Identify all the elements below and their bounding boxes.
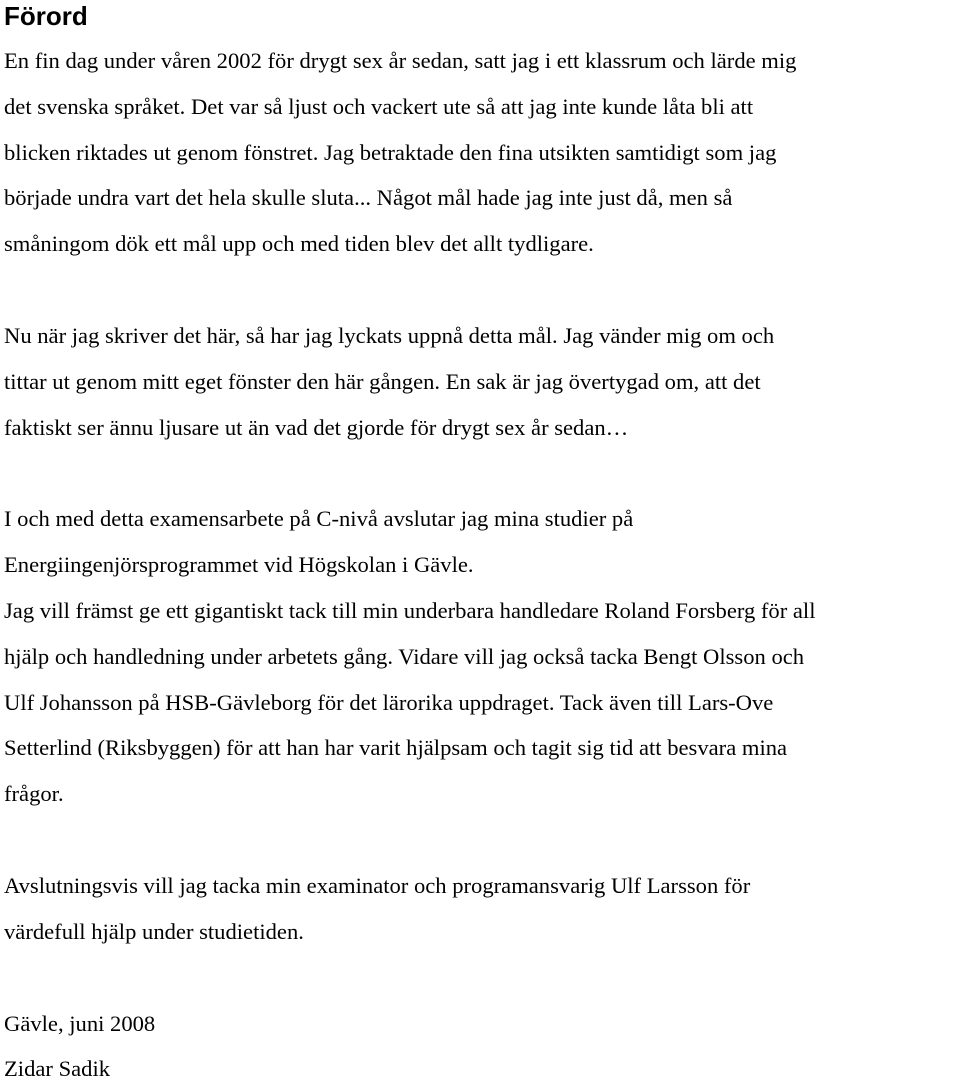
paragraph-intro <box>4 38 954 267</box>
text-line: Nu när jag skriver det här, så har jag lyckats uppnå detta mål. Jag vänder mig om och <box>4 322 775 348</box>
page-title: Förord <box>4 1 88 31</box>
paragraph-goal <box>4 313 954 450</box>
text-line: blicken riktades ut genom fönstret. Jag betraktade den fina utsikten samtidigt som jag <box>4 139 777 165</box>
text-line: Avslutningsvis vill jag tacka min examinator och programansvarig Ulf Larsson för <box>4 872 751 898</box>
paragraph-spacer <box>4 955 954 1001</box>
text-line: började undra vart det hela skulle sluta... Något mål hade jag inte just då, men så <box>4 185 733 211</box>
text-line: värdefull hjälp under studietiden. <box>4 918 304 944</box>
text-line: En fin dag under våren 2002 för drygt sex år sedan, satt jag i ett klassrum och lärde mig <box>4 48 797 73</box>
paragraph-thanks <box>4 588 954 817</box>
text-line: Jag vill främst ge ett gigantiskt tack till min underbara handledare Roland Forsberg för all <box>4 597 816 623</box>
signature-name: Zidar Sadik <box>4 1056 111 1082</box>
signature-block <box>4 1001 954 1092</box>
signature-place-date: Gävle, juni 2008 <box>4 1010 156 1036</box>
text-line: tittar ut genom mitt eget fönster den här gången. En sak är jag övertygad om, att det <box>4 368 761 394</box>
text-line: I och med detta examensarbete på C-nivå avslutar jag mina studier på <box>4 506 634 532</box>
text-line: hjälp och handledning under arbetets gång. Vidare vill jag också tacka Bengt Olsson och <box>4 643 805 669</box>
text-line: Ulf Johansson på HSB-Gävleborg för det lärorika uppdraget. Tack även till Lars-Ove <box>4 689 774 715</box>
paragraph-thesis <box>4 496 954 588</box>
text-line: småningom dök ett mål upp och med tiden blev det allt tydligare. <box>4 231 594 257</box>
document-page <box>4 0 954 1092</box>
paragraph-spacer <box>4 267 954 313</box>
text-line: faktiskt ser ännu ljusare ut än vad det gjorde för drygt sex år sedan… <box>4 414 629 440</box>
paragraph-spacer <box>4 450 954 496</box>
paragraph-spacer <box>4 817 954 863</box>
text-line: frågor. <box>4 781 64 807</box>
text-line: Energiingenjörsprogrammet vid Högskolan i Gävle. <box>4 552 474 578</box>
paragraph-closing <box>4 863 954 955</box>
text-line: det svenska språket. Det var så ljust och vackert ute så att jag inte kunde låta bli att <box>4 93 754 119</box>
text-line: Setterlind (Riksbyggen) för att han har varit hjälpsam och tagit sig tid att besvara mina <box>4 735 788 761</box>
